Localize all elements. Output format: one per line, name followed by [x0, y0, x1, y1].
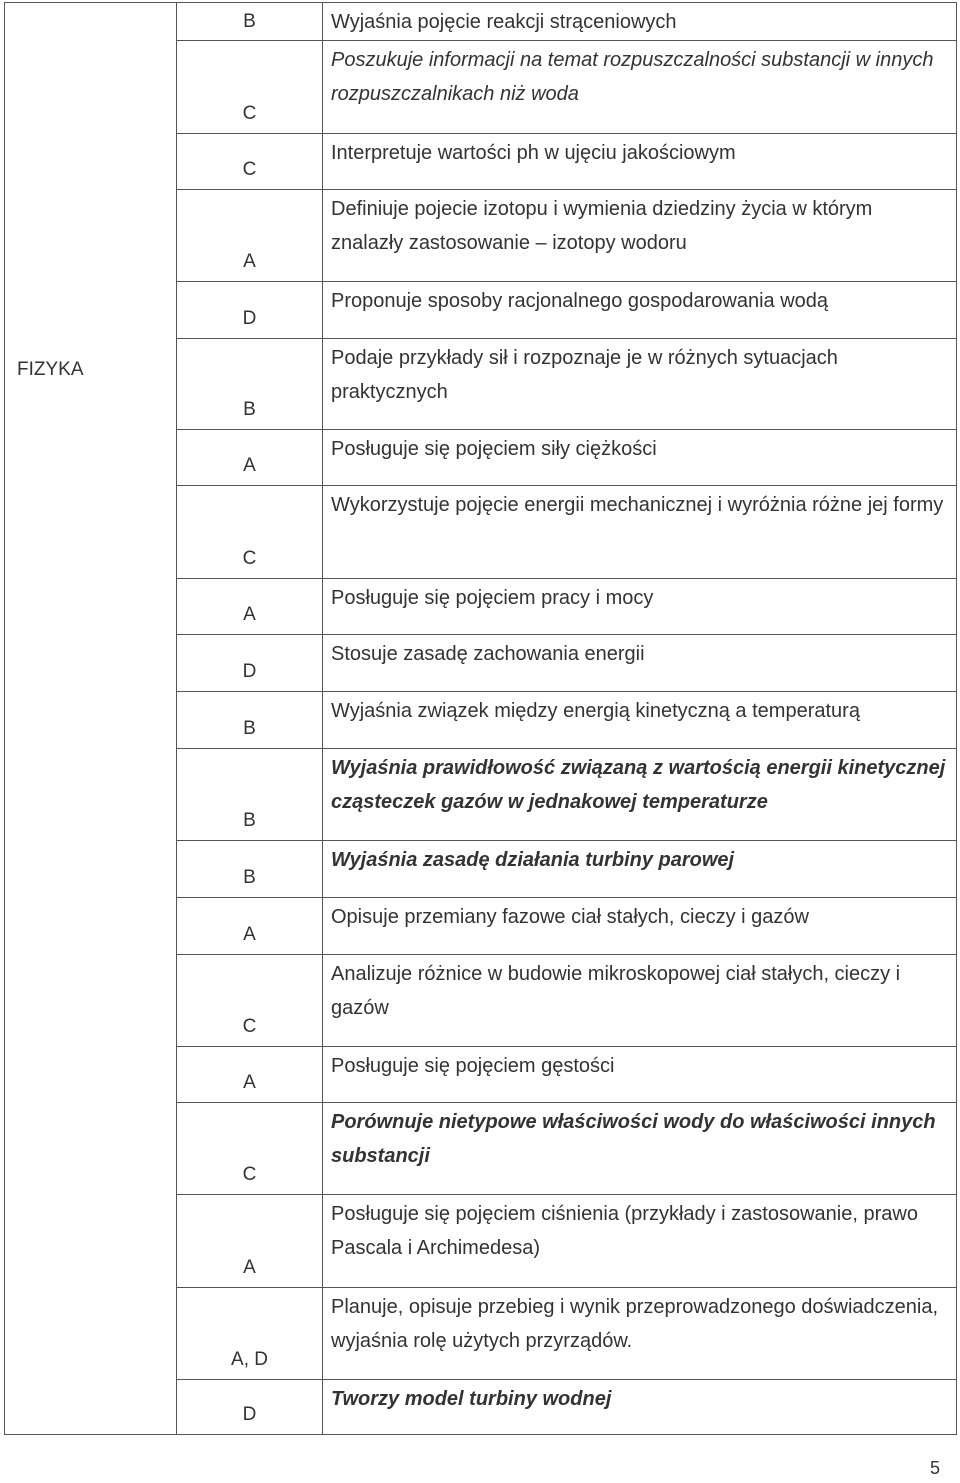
- level-label: A: [243, 455, 256, 476]
- level-label: A: [243, 1257, 256, 1278]
- level-label: B: [243, 10, 256, 32]
- requirement-cell: [323, 841, 957, 898]
- level-label: B: [243, 399, 256, 420]
- level-label: D: [242, 308, 257, 329]
- requirement-text: Poszukuje informacji na temat rozpuszczalności substancji w innych rozpuszczalnikach niż woda: [331, 49, 934, 105]
- requirement-text: Wyjaśnia zasadę działania turbiny parowej: [331, 849, 735, 871]
- level-label: A: [243, 604, 256, 625]
- requirement-text: Planuje, opisuje przebieg i wynik przeprowadzonego doświadczenia, wyjaśnia rolę użytych przyrządów.: [331, 1296, 939, 1352]
- level-cell: [177, 134, 323, 190]
- page-number: 5: [929, 1458, 940, 1478]
- requirement-cell: [323, 749, 957, 841]
- requirement-text: Proponuje sposoby racjonalnego gospodarowania wodą: [331, 290, 829, 312]
- level-label: B: [243, 810, 256, 831]
- level-cell: [177, 635, 323, 692]
- requirement-text: Posługuje się pojęciem siły ciężkości: [331, 438, 657, 460]
- level-label: B: [243, 867, 256, 888]
- level-label: C: [242, 159, 257, 180]
- requirement-cell: [323, 41, 957, 134]
- level-cell: [177, 190, 323, 282]
- requirement-text: Opisuje przemiany fazowe ciał stałych, cieczy i gazów: [331, 906, 809, 928]
- level-cell: [177, 41, 323, 134]
- table-row: [5, 3, 957, 41]
- level-label: B: [243, 718, 256, 739]
- level-label: A: [243, 924, 256, 945]
- requirement-cell: [323, 134, 957, 190]
- level-cell: [177, 898, 323, 955]
- requirement-cell: [323, 1288, 957, 1380]
- level-label: C: [242, 103, 257, 124]
- requirement-text: Interpretuje wartości ph w ujęciu jakościowym: [331, 142, 736, 164]
- requirement-cell: [323, 1103, 957, 1195]
- requirement-cell: [323, 1047, 957, 1103]
- level-label: C: [242, 1164, 257, 1185]
- level-label: A: [243, 251, 256, 272]
- requirement-text: Wyjaśnia pojęcie reakcji strąceniowych: [331, 10, 677, 33]
- level-label: C: [242, 548, 257, 569]
- requirement-text: Posługuje się pojęciem gęstości: [331, 1055, 615, 1077]
- level-cell: [177, 282, 323, 339]
- requirement-text: Stosuje zasadę zachowania energii: [331, 643, 645, 665]
- requirement-cell: [323, 898, 957, 955]
- requirement-text: Wyjaśnia prawidłowość związaną z wartością energii kinetycznej cząsteczek gazów w jednakowej temperaturze: [331, 757, 946, 813]
- level-cell: [177, 692, 323, 749]
- level-cell: [177, 3, 323, 41]
- requirement-text: Definiuje pojecie izotopu i wymienia dziedziny życia w którym znalazły zastosowanie – izotopy wodoru: [331, 198, 873, 254]
- requirement-cell: [323, 579, 957, 635]
- level-label: A, D: [231, 1349, 268, 1370]
- requirement-text: Tworzy model turbiny wodnej: [331, 1388, 612, 1410]
- requirements-table: [4, 2, 957, 1435]
- requirement-text: Posługuje się pojęciem ciśnienia (przykłady i zastosowanie, prawo Pascala i Archimedesa): [331, 1203, 918, 1259]
- level-cell: [177, 579, 323, 635]
- level-cell: [177, 430, 323, 486]
- requirement-text: Podaje przykłady sił i rozpoznaje je w różnych sytuacjach praktycznych: [331, 347, 838, 403]
- level-cell: [177, 1380, 323, 1435]
- level-cell: [177, 1195, 323, 1288]
- level-cell: [177, 841, 323, 898]
- level-cell: [177, 1047, 323, 1103]
- level-cell: [177, 339, 323, 430]
- level-cell: [177, 486, 323, 579]
- requirement-cell: [323, 1380, 957, 1435]
- level-label: D: [242, 1404, 257, 1425]
- requirement-cell: [323, 190, 957, 282]
- requirement-cell: [323, 692, 957, 749]
- requirement-cell: [323, 635, 957, 692]
- requirement-text: Wyjaśnia związek między energią kinetyczną a temperaturą: [331, 700, 860, 722]
- requirement-text: Analizuje różnice w budowie mikroskopowej ciał stałych, cieczy i gazów: [331, 963, 901, 1019]
- level-cell: [177, 1103, 323, 1195]
- requirement-cell: [323, 3, 957, 41]
- requirement-cell: [323, 430, 957, 486]
- level-label: C: [242, 1016, 257, 1037]
- level-cell: [177, 749, 323, 841]
- subject-cell: FIZYKA: [5, 3, 177, 1435]
- requirement-cell: [323, 339, 957, 430]
- requirement-text: Posługuje się pojęciem pracy i mocy: [331, 587, 654, 609]
- requirement-text: Porównuje nietypowe właściwości wody do właściwości innych substancji: [331, 1111, 936, 1167]
- requirement-text: Wykorzystuje pojęcie energii mechanicznej i wyróżnia różne jej formy: [331, 494, 944, 516]
- level-cell: [177, 955, 323, 1047]
- level-label: A: [243, 1072, 256, 1093]
- level-label: D: [242, 661, 257, 682]
- requirement-cell: [323, 1195, 957, 1288]
- requirement-cell: [323, 282, 957, 339]
- level-cell: [177, 1288, 323, 1380]
- requirement-cell: [323, 486, 957, 579]
- requirement-cell: [323, 955, 957, 1047]
